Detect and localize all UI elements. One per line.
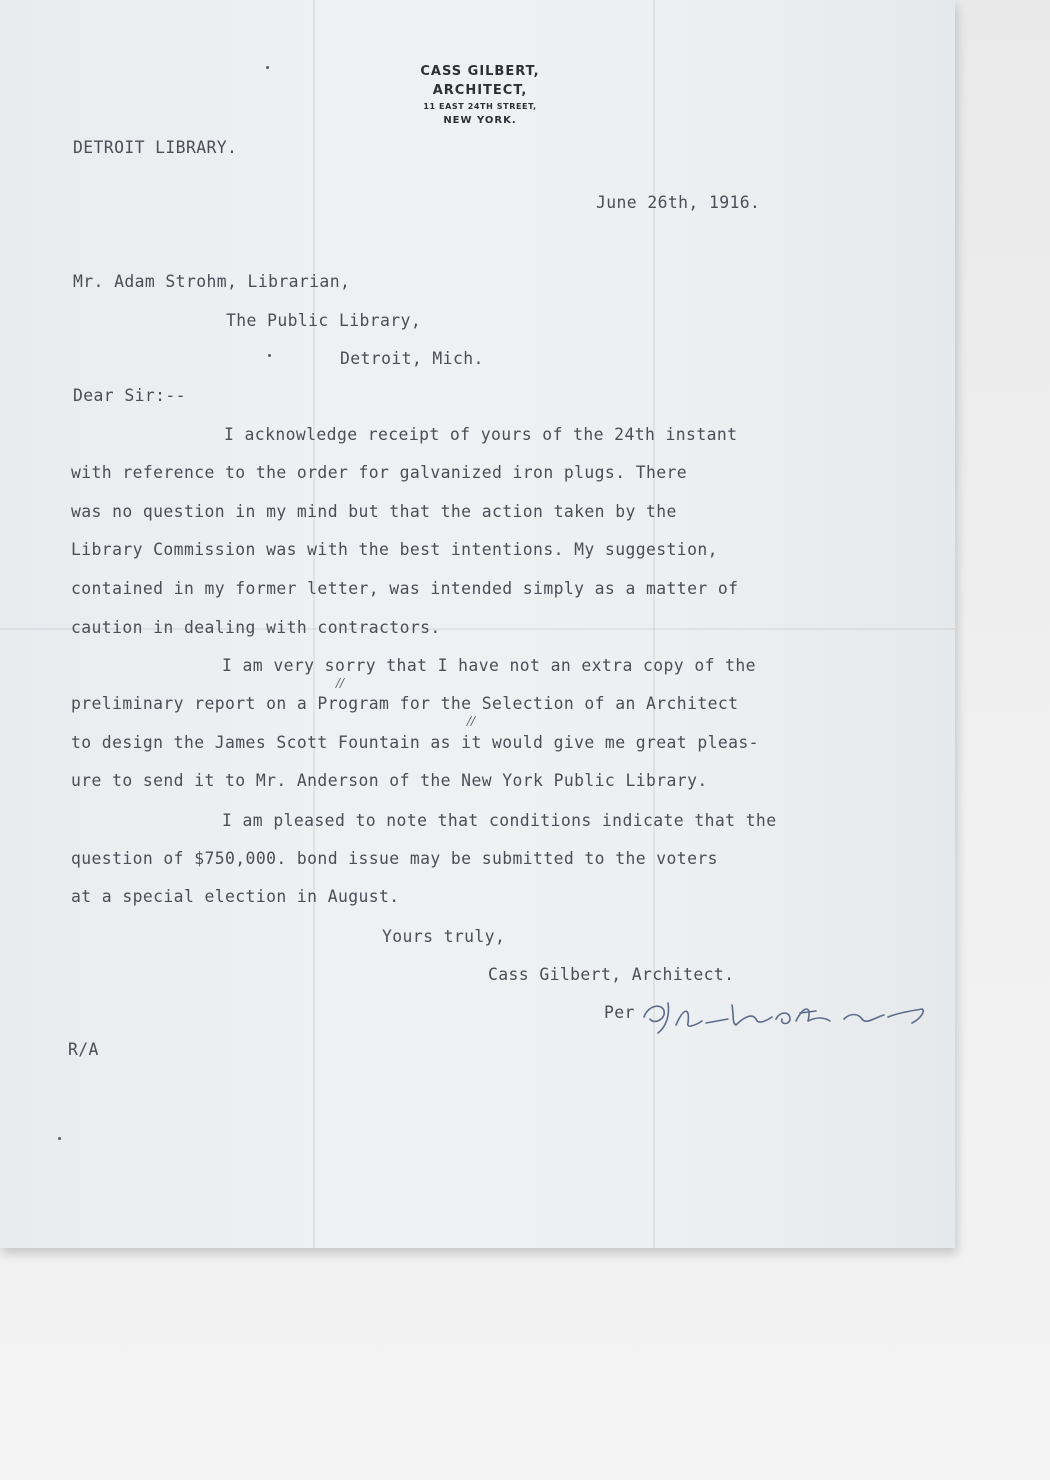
handwritten-correction-mark: // xyxy=(336,676,345,690)
body-line: I am very sorry that I have not an extra copy of the xyxy=(222,656,756,675)
body-line: to design the James Scott Fountain as it would give me great pleas- xyxy=(71,733,759,752)
body-line: ure to send it to Mr. Anderson of the New York Public Library. xyxy=(71,771,708,790)
vertical-fold-line-right xyxy=(653,0,655,1248)
body-line: preliminary report on a Program for the Selection of an Architect xyxy=(71,694,739,713)
body-line: question of $750,000. bond issue may be submitted to the voters xyxy=(71,849,718,868)
recipient-city: Detroit, Mich. xyxy=(340,349,484,368)
letter-date: June 26th, 1916. xyxy=(596,193,761,212)
body-line: with reference to the order for galvanized iron plugs. There xyxy=(71,463,688,482)
body-line: I acknowledge receipt of yours of the 24th instant xyxy=(224,425,738,444)
body-line: Library Commission was with the best intentions. My suggestion, xyxy=(71,540,718,559)
letterhead-street: 11 EAST 24TH STREET, xyxy=(423,102,537,111)
body-line: I am pleased to note that conditions indicate that the xyxy=(222,811,777,830)
letterhead-title: ARCHITECT, xyxy=(432,83,528,98)
paper-speck xyxy=(268,354,271,357)
paper-speck xyxy=(266,66,269,69)
closing: Yours truly, xyxy=(382,927,506,946)
letterhead-name: CASS GILBERT, xyxy=(420,64,540,79)
body-line: was no question in my mind but that the action taken by the xyxy=(71,502,677,521)
body-line: caution in dealing with contractors. xyxy=(71,618,441,637)
per-label: Per xyxy=(604,1003,635,1022)
handwritten-signature xyxy=(640,995,940,1043)
letterhead-city: NEW YORK. xyxy=(443,115,517,126)
body-line: at a special election in August. xyxy=(71,887,400,906)
handwritten-correction-mark: // xyxy=(467,714,476,728)
letterhead xyxy=(380,62,580,128)
typist-initials: R/A xyxy=(68,1040,99,1059)
recipient-name: Mr. Adam Strohm, Librarian, xyxy=(73,272,351,291)
paper-speck xyxy=(58,1137,61,1140)
file-label: DETROIT LIBRARY. xyxy=(73,138,238,157)
salutation: Dear Sir:-- xyxy=(73,386,186,405)
body-line: contained in my former letter, was intended simply as a matter of xyxy=(71,579,739,598)
recipient-institution: The Public Library, xyxy=(226,311,422,330)
signatory: Cass Gilbert, Architect. xyxy=(488,965,735,984)
